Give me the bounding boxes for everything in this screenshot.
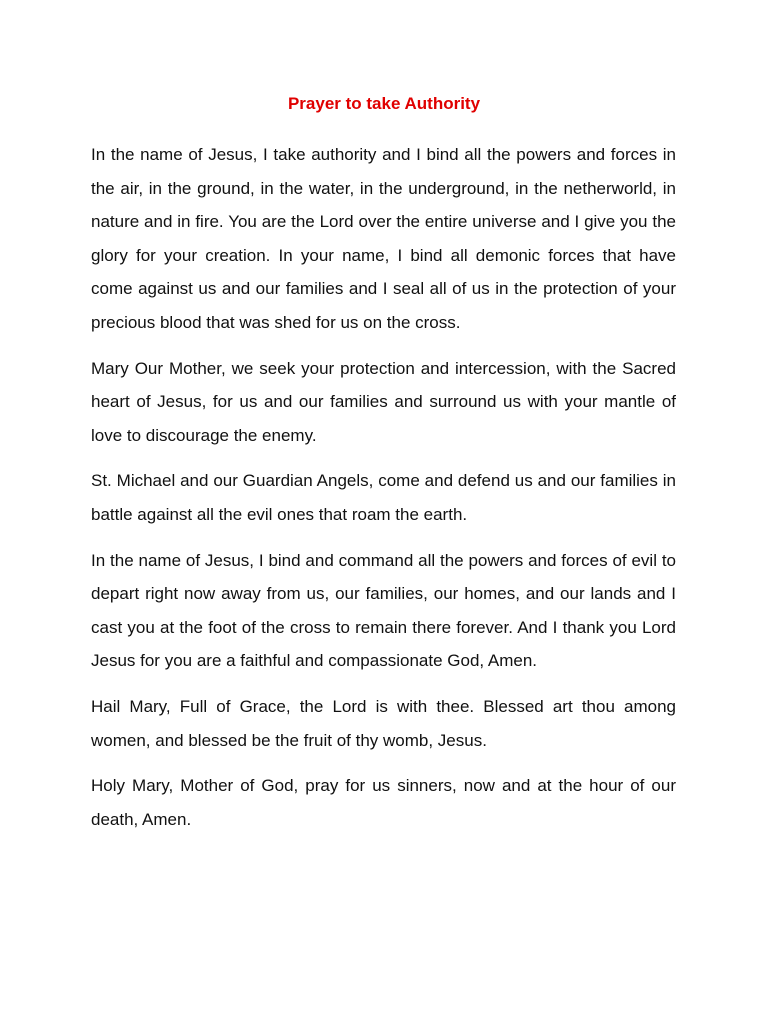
- page-title: Prayer to take Authority: [287, 94, 481, 113]
- paragraph-mary-mother: Mary Our Mother, we seek your protection and intercession, with the Sacred heart of Jesus, for us and our families and surround us with your mantle of love to discourage the enemy.: [91, 358, 676, 445]
- document-body: [91, 138, 676, 848]
- paragraph-authority: In the name of Jesus, I take authority and I bind all the powers and forces in the air, in the ground, in the water, in the underground, in the netherworld, in nature and in fire. You are the Lord over the entire universe and I give you the glory for your creation. In your name, I bind all demonic forces that have come against us and our families and I seal all of us in the protection of your precious blood that was shed for us on the cross.: [91, 145, 676, 332]
- paragraph-st-michael: St. Michael and our Guardian Angels, come and defend us and our families in battle against all the evil ones that roam the earth.: [91, 471, 676, 524]
- paragraph-bind-command: In the name of Jesus, I bind and command all the powers and forces of evil to depart right now away from us, our families, our homes, and our lands and I cast you at the foot of the cross to remain there forever. And I thank you Lord Jesus for you are a faithful and compassionate God, Amen.: [91, 550, 676, 671]
- paragraph-holy-mary: Holy Mary, Mother of God, pray for us sinners, now and at the hour of our death, Amen.: [91, 776, 676, 829]
- paragraph-hail-mary: Hail Mary, Full of Grace, the Lord is with thee. Blessed art thou among women, and blessed be the fruit of thy womb, Jesus.: [91, 696, 676, 750]
